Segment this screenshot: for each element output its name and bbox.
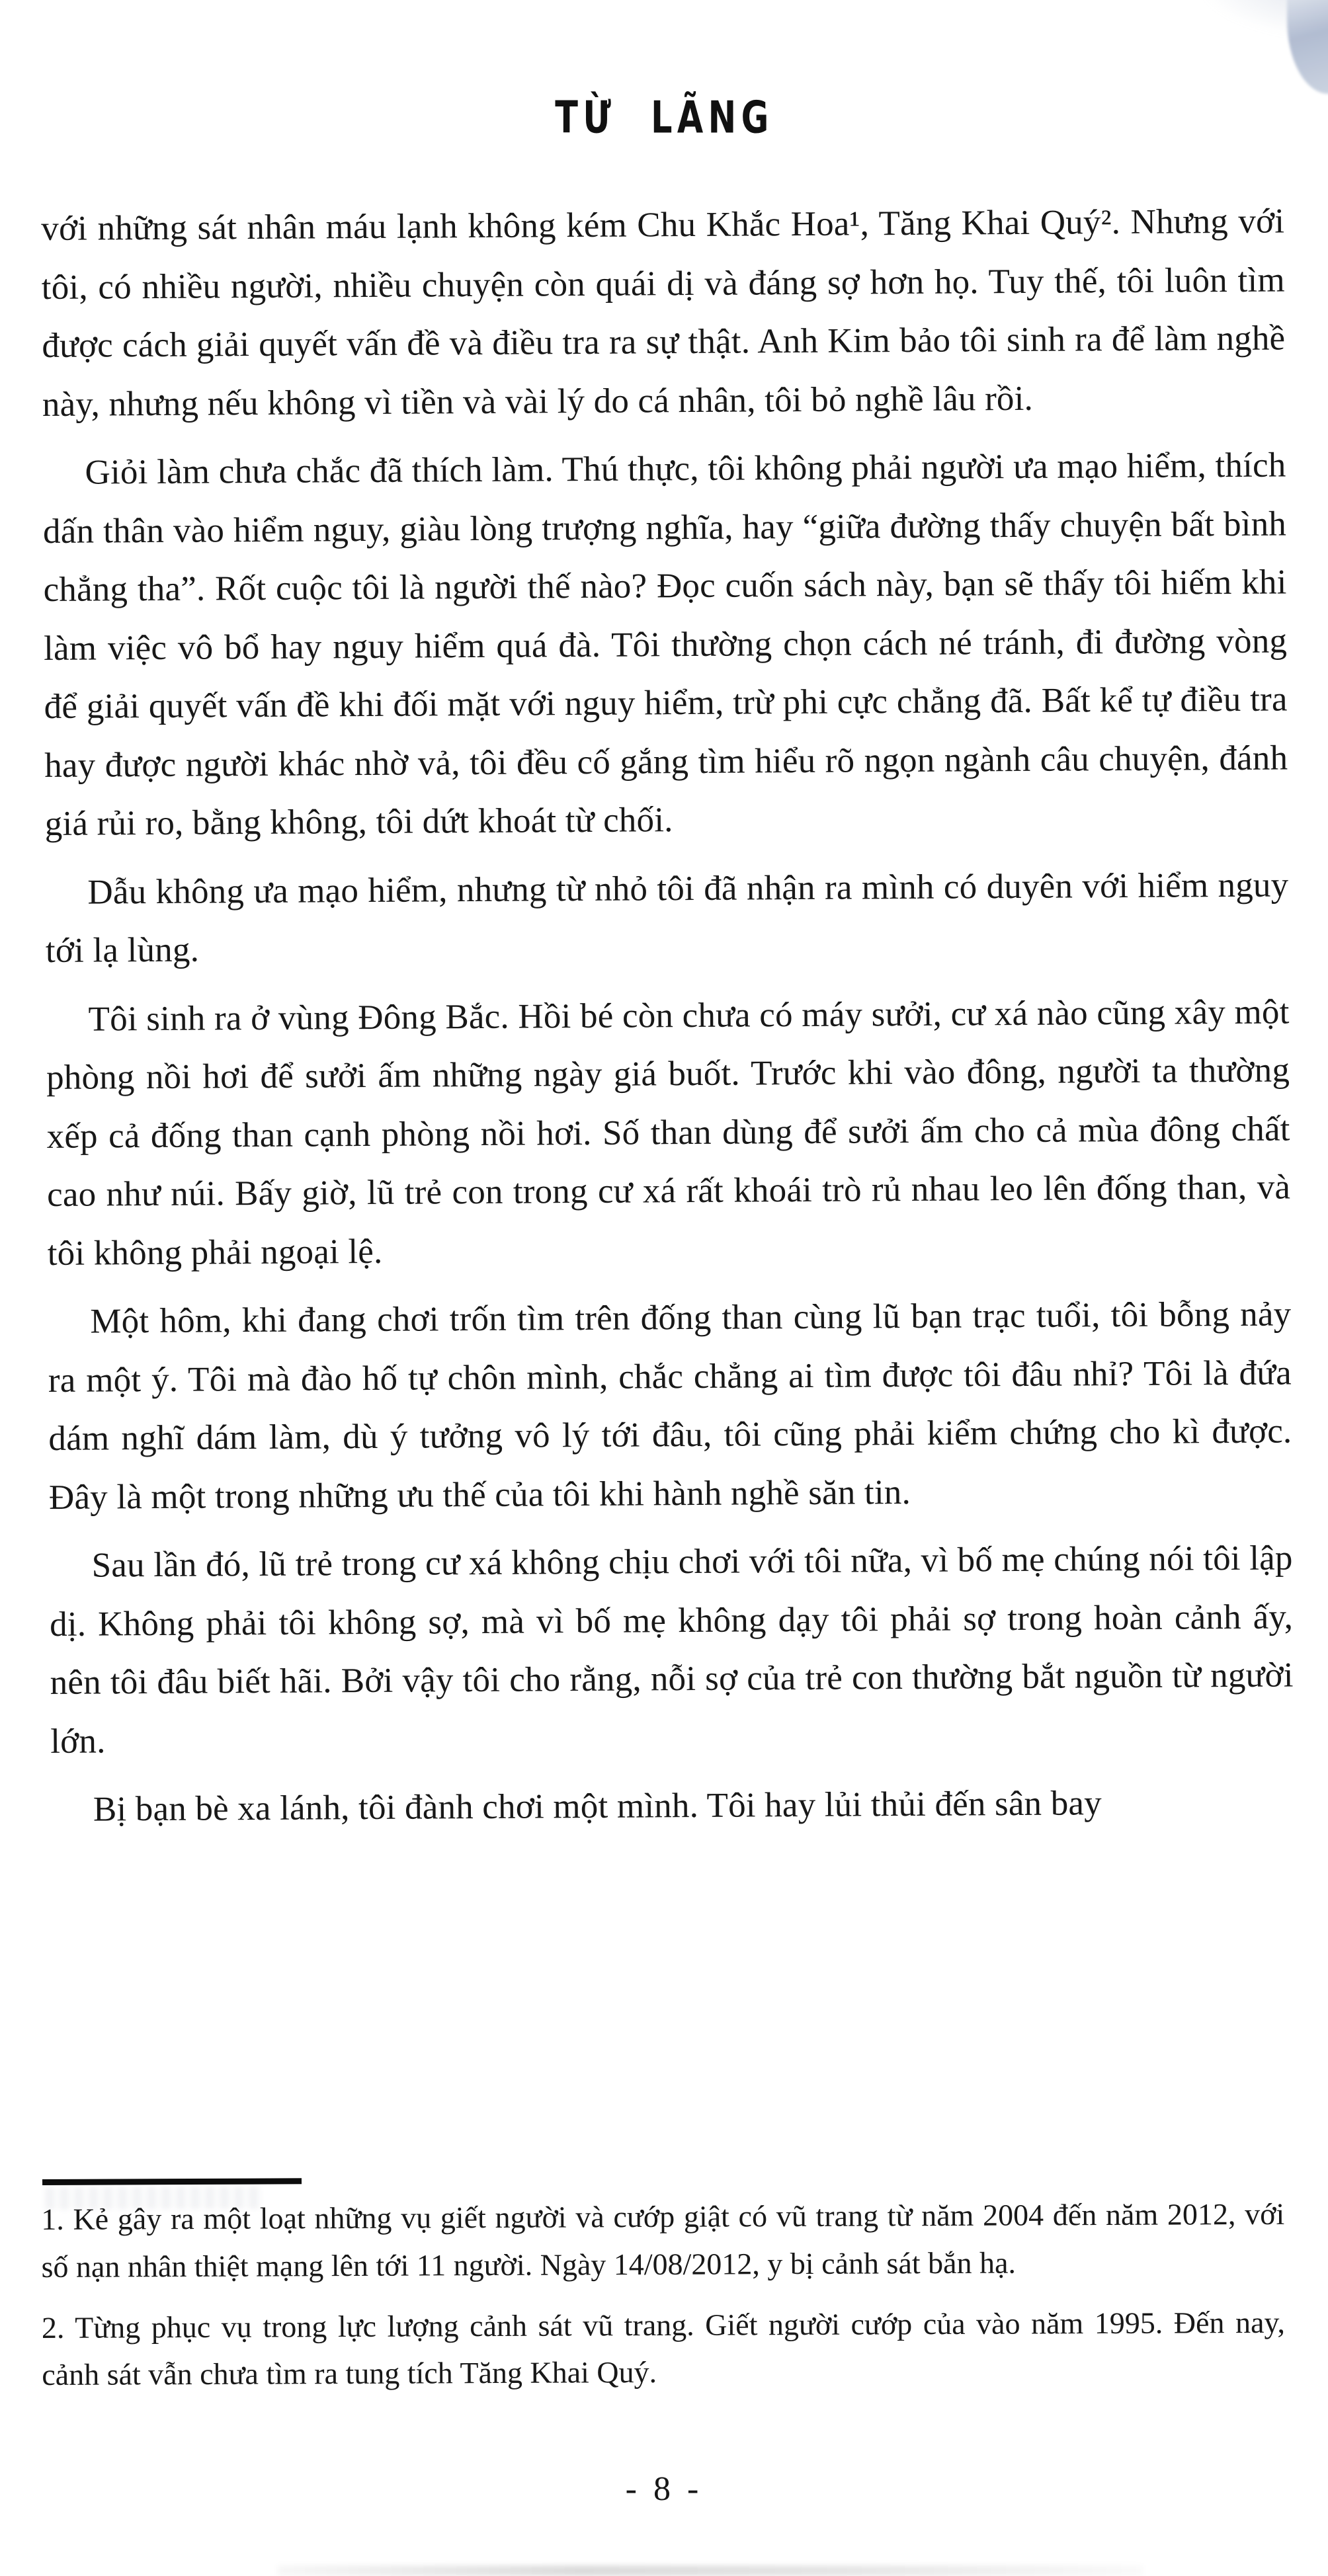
page-header	[0, 91, 1328, 143]
footnote: 2. Từng phục vụ trong lực lượng cảnh sát vũ trang. Giết người cướp của vào năm 1995. Đến nay, cảnh sát vẫn chưa tìm ra tung tích Tăng Khai Quý.	[41, 2305, 1286, 2392]
page-footer	[0, 2470, 1328, 2509]
footnote-separator	[42, 2178, 302, 2185]
footnote: 1. Kẻ gây ra một loạt những vụ giết người và cướp giật có vũ trang từ năm 2004 đến năm 2012, với số nạn nhân thiệt mạng lên tới 11 người. Ngày 14/08/2012, y bị cảnh sát bắn hạ.	[41, 2196, 1285, 2284]
page-curl-artifact	[1287, 0, 1328, 94]
body-paragraph: với những sát nhân máu lạnh không kém Chu Khắc Hoa¹, Tăng Khai Quý². Nhưng với tôi, có nhiều người, nhiều chuyện còn quái dị và đáng sợ hơn họ. Tuy thế, tôi luôn tìm được cách giải quyết vấn đề và điều tra ra sự thật. Anh Kim bảo tôi sinh ra để làm nghề này, nhưng nếu không vì tiền và vài lý do cá nhân, tôi bỏ nghề lâu rồi.	[41, 202, 1286, 424]
footnote-block	[41, 2174, 1286, 2412]
page-number: - 8 -	[625, 2470, 703, 2508]
body-paragraph: Sau lần đó, lũ trẻ trong cư xá không chịu chơi với tôi nữa, vì bố mẹ chúng nói tôi lập dị. Không phải tôi không sợ, mà vì bố mẹ không dạy tôi phải sợ trong hoàn cảnh ấy, nên tôi đâu biết hãi. Bởi vậy tôi cho rằng, nỗi sợ của trẻ con thường bắt nguồn từ người lớn.	[49, 1539, 1294, 1761]
body-paragraph: Một hôm, khi đang chơi trốn tìm trên đống than cùng lũ bạn trạc tuổi, tôi bỗng nảy ra một ý. Tôi mà đào hố tự chôn mình, chắc chẳng ai tìm được tôi đâu nhỉ? Tôi là đứa dám nghĩ dám làm, dù ý tưởng vô lý tới đâu, tôi cũng phải kiểm chứng cho kì được. Đây là một trong những ưu thế của tôi khi hành nghề săn tin.	[48, 1295, 1292, 1517]
body-paragraph: Bị bạn bè xa lánh, tôi đành chơi một mình. Tôi hay lủi thủi đến sân bay	[93, 1784, 1102, 1829]
body-paragraph: Tôi sinh ra ở vùng Đông Bắc. Hồi bé còn chưa có máy sưởi, cư xá nào cũng xây một phòng nồi hơi để sưởi ấm những ngày giá buốt. Trước khi vào đông, người ta thường xếp cả đống than cạnh phòng nồi hơi. Số than dùng để sưởi ấm cho cả mùa đông chất cao như núi. Bấy giờ, lũ trẻ con trong cư xá rất khoái trò rủ nhau leo lên đống than, và tôi không phải ngoại lệ.	[46, 992, 1291, 1273]
body-paragraph: Giỏi làm chưa chắc đã thích làm. Thú thực, tôi không phải người ưa mạo hiểm, thích dấn thân vào hiểm nguy, giàu lòng trượng nghĩa, hay “giữa đường thấy chuyện bất bình chẳng tha”. Rốt cuộc tôi là người thế nào? Đọc cuốn sách này, bạn sẽ thấy tôi hiếm khi làm việc vô bổ hay nguy hiểm quá đà. Tôi thường chọn cách né tránh, đi đường vòng để giải quyết vấn đề khi đối mặt với nguy hiểm, trừ phi cực chẳng đã. Bất kể tự điều tra hay được người khác nhờ vả, tôi đều cố gắng tìm hiểu rõ ngọn ngành câu chuyện, đánh giá rủi ro, bằng không, tôi dứt khoát từ chối.	[42, 446, 1288, 843]
scan-edge-artifact	[278, 2565, 1143, 2576]
body-text-block	[41, 192, 1294, 1849]
running-header-author: TỪ LÃNG	[554, 91, 774, 143]
body-paragraph: Dẫu không ưa mạo hiểm, nhưng từ nhỏ tôi đã nhận ra mình có duyên với hiểm nguy tới lạ lùng.	[45, 865, 1289, 970]
